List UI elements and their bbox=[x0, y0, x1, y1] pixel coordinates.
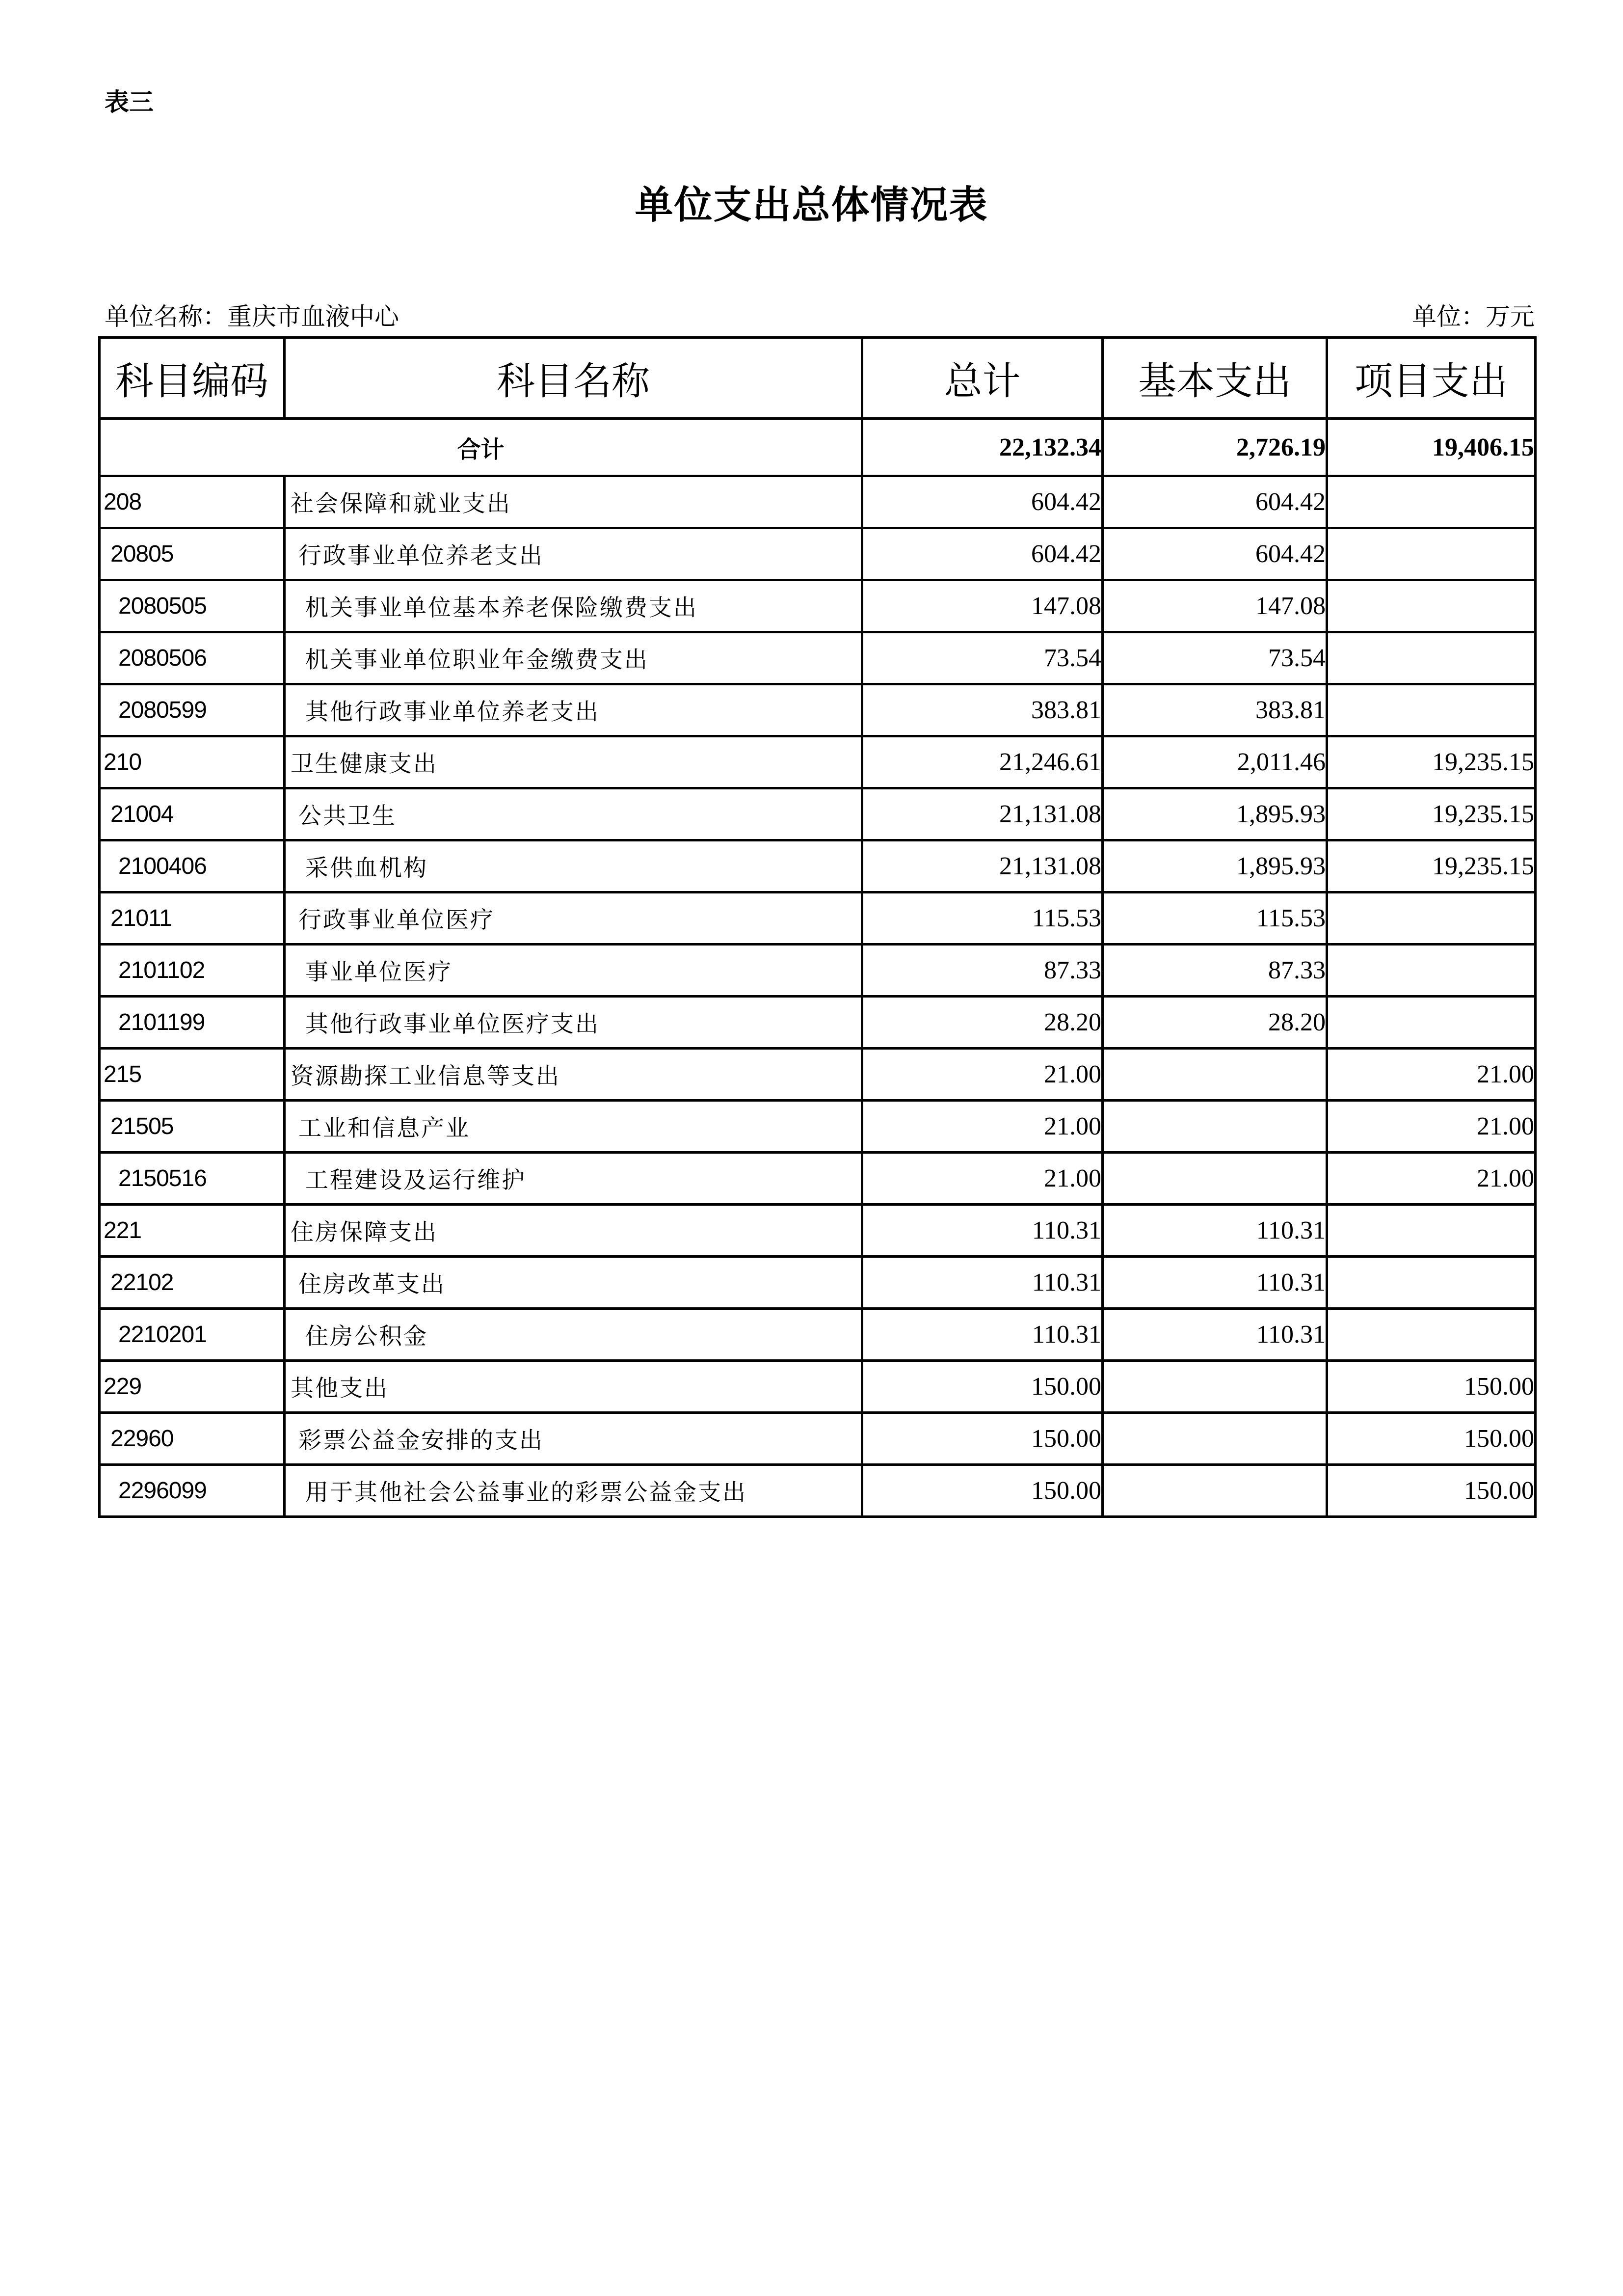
row-basic: 110.31 bbox=[1103, 1309, 1327, 1361]
row-code: 2100406 bbox=[100, 840, 285, 892]
table-row bbox=[100, 632, 1536, 684]
row-basic bbox=[1103, 1465, 1327, 1517]
row-total: 110.31 bbox=[862, 1309, 1103, 1361]
row-basic: 73.54 bbox=[1103, 632, 1327, 684]
row-project bbox=[1327, 476, 1536, 528]
row-basic: 604.42 bbox=[1103, 476, 1327, 528]
row-name: 工业和信息产业 bbox=[285, 1101, 862, 1153]
row-name: 机关事业单位基本养老保险缴费支出 bbox=[285, 580, 862, 632]
row-name: 住房保障支出 bbox=[285, 1205, 862, 1257]
table-row bbox=[100, 892, 1536, 945]
row-project bbox=[1327, 892, 1536, 945]
row-total: 115.53 bbox=[862, 892, 1103, 945]
row-name: 事业单位医疗 bbox=[285, 945, 862, 997]
row-code: 21011 bbox=[100, 892, 285, 945]
row-name: 机关事业单位职业年金缴费支出 bbox=[285, 632, 862, 684]
row-total: 21,131.08 bbox=[862, 840, 1103, 892]
header-code: 科目编码 bbox=[100, 338, 285, 419]
row-project: 19,235.15 bbox=[1327, 840, 1536, 892]
row-basic: 147.08 bbox=[1103, 580, 1327, 632]
row-basic bbox=[1103, 1153, 1327, 1205]
table-row bbox=[100, 1465, 1536, 1517]
row-total: 604.42 bbox=[862, 476, 1103, 528]
table-row bbox=[100, 1257, 1536, 1309]
row-total: 150.00 bbox=[862, 1465, 1103, 1517]
row-basic bbox=[1103, 1413, 1327, 1465]
row-project bbox=[1327, 1205, 1536, 1257]
row-basic: 115.53 bbox=[1103, 892, 1327, 945]
row-code: 2296099 bbox=[100, 1465, 285, 1517]
row-name: 彩票公益金安排的支出 bbox=[285, 1413, 862, 1465]
total-row bbox=[100, 419, 1536, 476]
row-name: 住房改革支出 bbox=[285, 1257, 862, 1309]
row-basic: 2,011.46 bbox=[1103, 736, 1327, 788]
table-row bbox=[100, 1309, 1536, 1361]
row-project bbox=[1327, 1309, 1536, 1361]
row-total: 110.31 bbox=[862, 1257, 1103, 1309]
row-project bbox=[1327, 997, 1536, 1049]
row-project bbox=[1327, 580, 1536, 632]
row-code: 21505 bbox=[100, 1101, 285, 1153]
row-basic: 604.42 bbox=[1103, 528, 1327, 580]
row-name: 行政事业单位养老支出 bbox=[285, 528, 862, 580]
row-code: 22102 bbox=[100, 1257, 285, 1309]
row-project: 21.00 bbox=[1327, 1153, 1536, 1205]
row-project: 21.00 bbox=[1327, 1049, 1536, 1101]
table-row bbox=[100, 1049, 1536, 1101]
page-title: 单位支出总体情况表 bbox=[635, 183, 988, 227]
row-name: 其他行政事业单位医疗支出 bbox=[285, 997, 862, 1049]
table-row bbox=[100, 1361, 1536, 1413]
row-total: 21,131.08 bbox=[862, 788, 1103, 840]
row-project: 19,235.15 bbox=[1327, 788, 1536, 840]
row-name: 用于其他社会公益事业的彩票公益金支出 bbox=[285, 1465, 862, 1517]
row-total: 21,246.61 bbox=[862, 736, 1103, 788]
row-total: 604.42 bbox=[862, 528, 1103, 580]
table-row bbox=[100, 945, 1536, 997]
total-basic: 2,726.19 bbox=[1103, 419, 1327, 476]
money-unit: 单位：万元 bbox=[1412, 302, 1535, 331]
row-name: 行政事业单位医疗 bbox=[285, 892, 862, 945]
row-basic: 1,895.93 bbox=[1103, 788, 1327, 840]
row-project bbox=[1327, 528, 1536, 580]
table-row bbox=[100, 788, 1536, 840]
row-basic bbox=[1103, 1361, 1327, 1413]
row-code: 2080506 bbox=[100, 632, 285, 684]
row-basic: 383.81 bbox=[1103, 684, 1327, 736]
header-row bbox=[100, 338, 1536, 419]
row-basic: 110.31 bbox=[1103, 1205, 1327, 1257]
total-project: 19,406.15 bbox=[1327, 419, 1536, 476]
table-row bbox=[100, 528, 1536, 580]
table-row bbox=[100, 1413, 1536, 1465]
table-row bbox=[100, 476, 1536, 528]
row-code: 2150516 bbox=[100, 1153, 285, 1205]
row-total: 87.33 bbox=[862, 945, 1103, 997]
row-code: 2080505 bbox=[100, 580, 285, 632]
header-project: 项目支出 bbox=[1327, 338, 1536, 419]
row-project: 150.00 bbox=[1327, 1361, 1536, 1413]
row-basic: 110.31 bbox=[1103, 1257, 1327, 1309]
row-name: 采供血机构 bbox=[285, 840, 862, 892]
row-total: 150.00 bbox=[862, 1413, 1103, 1465]
row-basic bbox=[1103, 1101, 1327, 1153]
row-code: 2080599 bbox=[100, 684, 285, 736]
unit-name: 单位名称：重庆市血液中心 bbox=[105, 302, 399, 331]
total-total: 22,132.34 bbox=[862, 419, 1103, 476]
row-total: 147.08 bbox=[862, 580, 1103, 632]
table-row bbox=[100, 840, 1536, 892]
row-project bbox=[1327, 1257, 1536, 1309]
table-row bbox=[100, 1101, 1536, 1153]
row-total: 73.54 bbox=[862, 632, 1103, 684]
row-total: 21.00 bbox=[862, 1153, 1103, 1205]
table-label: 表三 bbox=[105, 88, 154, 116]
row-total: 21.00 bbox=[862, 1049, 1103, 1101]
table-row bbox=[100, 736, 1536, 788]
row-basic bbox=[1103, 1049, 1327, 1101]
expenditure-table bbox=[98, 336, 1537, 1518]
total-label: 合计 bbox=[100, 419, 862, 476]
row-basic: 87.33 bbox=[1103, 945, 1327, 997]
row-code: 2101199 bbox=[100, 997, 285, 1049]
row-project: 19,235.15 bbox=[1327, 736, 1536, 788]
row-code: 221 bbox=[100, 1205, 285, 1257]
header-total: 总计 bbox=[862, 338, 1103, 419]
table-row bbox=[100, 1153, 1536, 1205]
row-code: 215 bbox=[100, 1049, 285, 1101]
row-name: 工程建设及运行维护 bbox=[285, 1153, 862, 1205]
row-total: 150.00 bbox=[862, 1361, 1103, 1413]
row-name: 社会保障和就业支出 bbox=[285, 476, 862, 528]
row-code: 20805 bbox=[100, 528, 285, 580]
row-project bbox=[1327, 632, 1536, 684]
table-row bbox=[100, 997, 1536, 1049]
row-project: 21.00 bbox=[1327, 1101, 1536, 1153]
row-basic: 28.20 bbox=[1103, 997, 1327, 1049]
row-name: 卫生健康支出 bbox=[285, 736, 862, 788]
row-project bbox=[1327, 684, 1536, 736]
row-project: 150.00 bbox=[1327, 1465, 1536, 1517]
row-code: 22960 bbox=[100, 1413, 285, 1465]
row-name: 其他行政事业单位养老支出 bbox=[285, 684, 862, 736]
table-row bbox=[100, 580, 1536, 632]
row-total: 21.00 bbox=[862, 1101, 1103, 1153]
row-name: 公共卫生 bbox=[285, 788, 862, 840]
row-code: 208 bbox=[100, 476, 285, 528]
row-code: 2210201 bbox=[100, 1309, 285, 1361]
row-code: 210 bbox=[100, 736, 285, 788]
row-total: 28.20 bbox=[862, 997, 1103, 1049]
row-code: 21004 bbox=[100, 788, 285, 840]
table-row bbox=[100, 1205, 1536, 1257]
row-name: 住房公积金 bbox=[285, 1309, 862, 1361]
row-project bbox=[1327, 945, 1536, 997]
row-total: 383.81 bbox=[862, 684, 1103, 736]
row-project: 150.00 bbox=[1327, 1413, 1536, 1465]
row-total: 110.31 bbox=[862, 1205, 1103, 1257]
header-name: 科目名称 bbox=[285, 338, 862, 419]
row-code: 2101102 bbox=[100, 945, 285, 997]
row-code: 229 bbox=[100, 1361, 285, 1413]
row-name: 资源勘探工业信息等支出 bbox=[285, 1049, 862, 1101]
header-basic: 基本支出 bbox=[1103, 338, 1327, 419]
table-row bbox=[100, 684, 1536, 736]
row-basic: 1,895.93 bbox=[1103, 840, 1327, 892]
row-name: 其他支出 bbox=[285, 1361, 862, 1413]
